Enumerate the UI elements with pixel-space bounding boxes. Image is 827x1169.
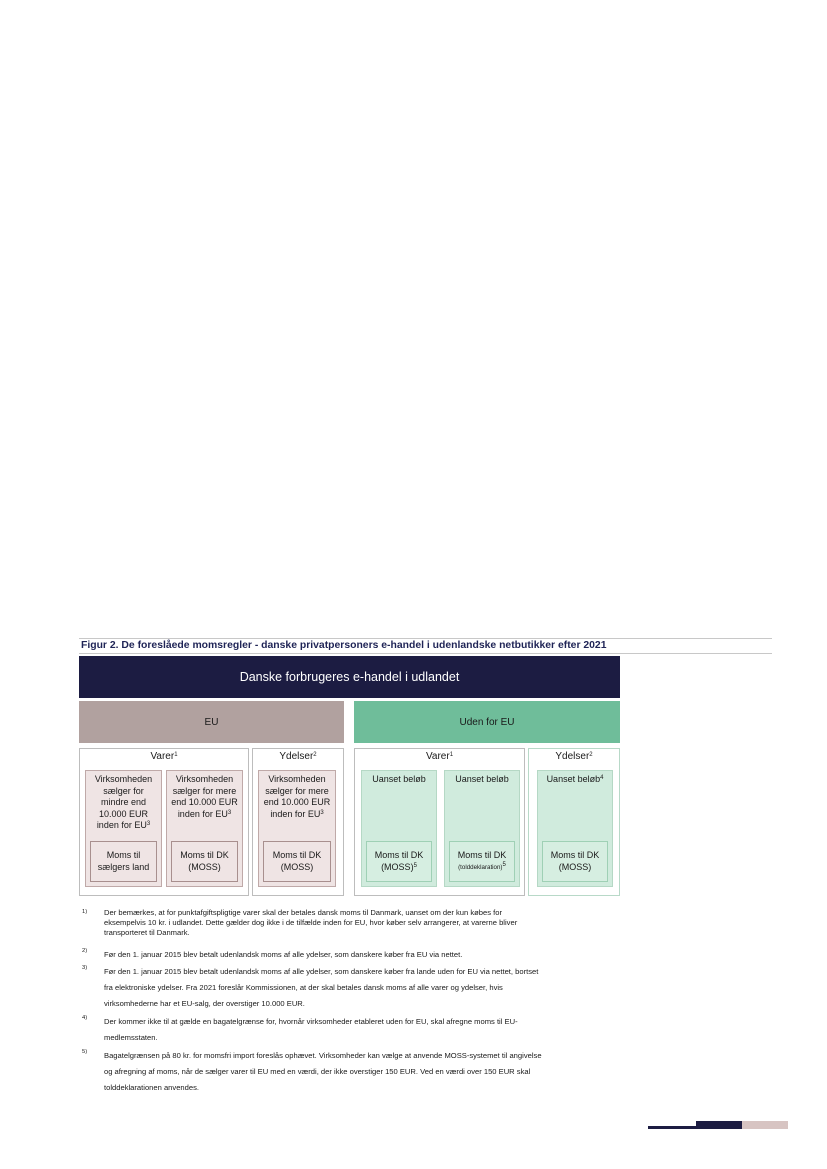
group-heading: Varer$^1$	[150, 751, 178, 762]
vat-box: Moms til DK (MOSS)	[171, 841, 238, 882]
region-non-eu: Uden for EU	[354, 701, 620, 743]
vat-box: Moms til DK (MOSS)	[263, 841, 331, 882]
column-non-eu-varer-toll	[444, 770, 520, 887]
column-description: Uanset beløb$^4$	[546, 774, 604, 784]
vat-box: Moms til DK (MOSS)	[542, 841, 608, 882]
column-description: Virksomheden sælger for mindre end 10.000 EUR inden for $EU^3$	[94, 774, 153, 830]
column-description: Virksomheden sælger for mere end 10.000 EUR inden for $EU^3$	[171, 774, 238, 819]
column-description: Uanset beløb	[372, 774, 426, 784]
column-eu-varer-under	[85, 770, 162, 887]
column-eu-ydelser	[258, 770, 336, 887]
column-description: Uanset beløb	[455, 774, 509, 784]
vat-box: Moms til sælgers land	[90, 841, 157, 882]
group-heading: Ydelser$^2$	[555, 751, 593, 762]
footer-bar-thin	[648, 1126, 696, 1129]
column-description: Virksomheden sælger for mere end 10.000 EUR inden for $EU^3$	[263, 774, 331, 819]
figure-title-rule	[79, 638, 772, 654]
footer-bar-dark	[696, 1121, 742, 1129]
footer-bar-light	[742, 1121, 788, 1129]
column-non-eu-ydelser	[537, 770, 613, 887]
column-eu-varer-over	[166, 770, 243, 887]
group-heading: Varer$^1$	[425, 751, 454, 762]
column-non-eu-varer-moss	[361, 770, 437, 887]
vat-box: Moms til DK (tolddeklaration)$^5$	[449, 841, 515, 882]
banner: Danske forbrugeres e-handel i udlandet	[79, 656, 620, 698]
vat-box: Moms til DK (MOSS)$^5$	[366, 841, 432, 882]
region-eu: EU	[79, 701, 344, 743]
figure-title: Figur 2. De foreslåede momsregler - danske privatpersoners e-handel i udenlandske netbutikker efter 2021	[81, 640, 607, 651]
group-heading: Ydelser$^2$	[279, 751, 317, 762]
